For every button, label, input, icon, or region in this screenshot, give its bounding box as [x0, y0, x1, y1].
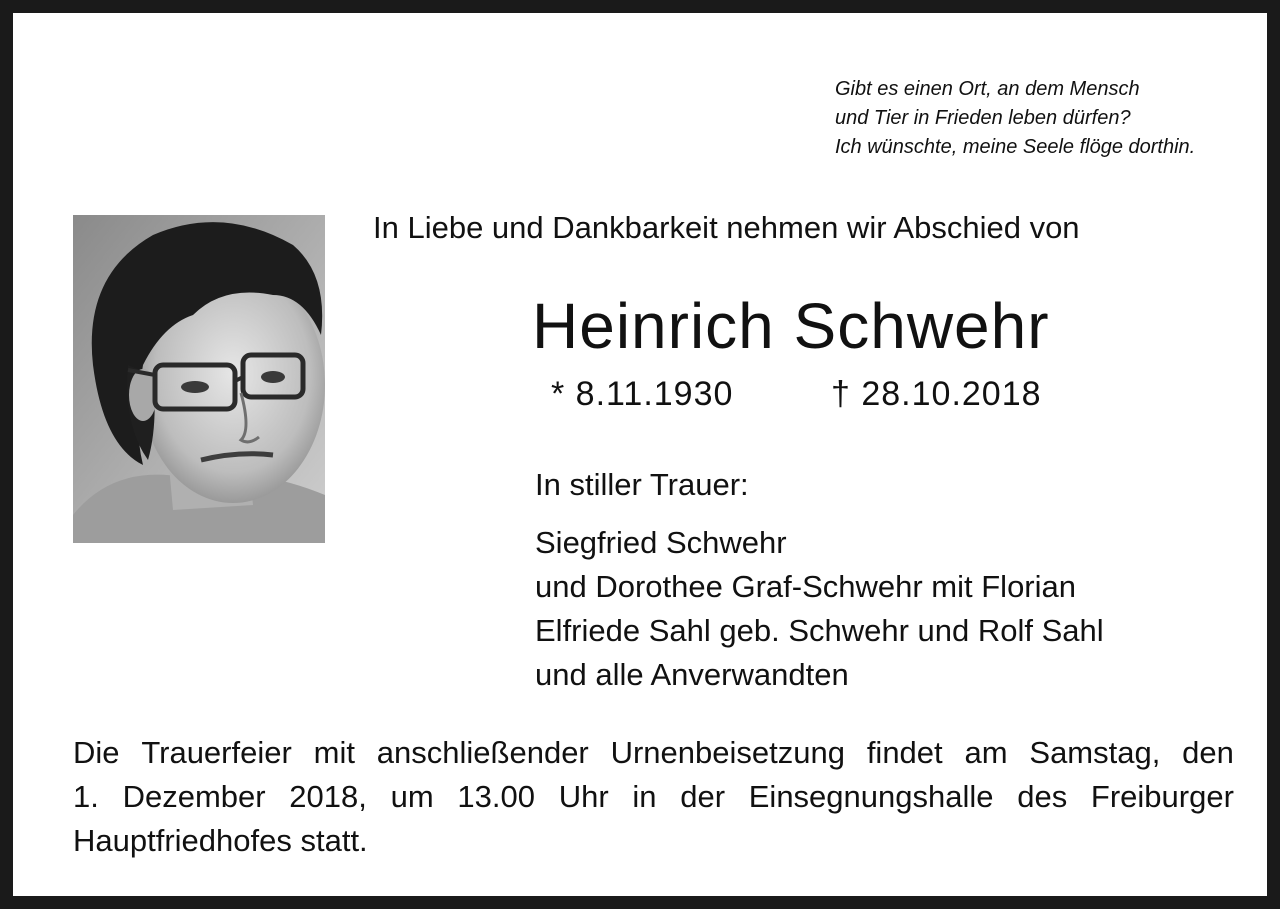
ceremony-word: Freiburger [1090, 779, 1234, 814]
ceremony-word: 13.00 [457, 779, 535, 814]
death-date: † 28.10.2018 [831, 375, 1042, 413]
mourner-line: und Dorothee Graf-Schwehr mit Florian [535, 569, 1077, 604]
ceremony-word: Uhr [558, 779, 609, 814]
mourning-label: In stiller Trauer: [535, 467, 749, 502]
portrait-photo [73, 215, 325, 543]
ceremony-word: um [390, 779, 434, 814]
ceremony-word: den [1182, 735, 1234, 770]
ceremony-word: des [1017, 779, 1068, 814]
ceremony-line [73, 731, 1234, 775]
ceremony-line [73, 775, 1234, 819]
mourner-line: Elfriede Sahl geb. Schwehr und Rolf Sahl [535, 613, 1104, 648]
motto-quote [835, 75, 1255, 162]
motto-line: Ich wünschte, meine Seele flöge dorthin. [835, 136, 1196, 158]
mourner-line: Siegfried Schwehr [535, 525, 787, 560]
ceremony-word: Hauptfriedhofes statt. [73, 823, 368, 858]
ceremony-word: Samstag, [1029, 735, 1161, 770]
motto-line: Gibt es einen Ort, an dem Mensch [835, 78, 1140, 100]
deceased-name: Heinrich Schwehr [532, 290, 1050, 362]
ceremony-word: anschließender [376, 735, 589, 770]
ceremony-word: 1. [73, 779, 99, 814]
ceremony-word: in [632, 779, 657, 814]
birth-date: * 8.11.1930 [551, 375, 734, 413]
ceremony-word: Trauerfeier [141, 735, 292, 770]
ceremony-word: mit [313, 735, 355, 770]
ceremony-word: Urnenbeisetzung [610, 735, 845, 770]
intro-line: In Liebe und Dankbarkeit nehmen wir Abschied von [373, 210, 1080, 245]
ceremony-line [73, 819, 1234, 863]
ceremony-word: der [680, 779, 726, 814]
ceremony-word: 2018, [289, 779, 367, 814]
ceremony-word: findet [866, 735, 943, 770]
ceremony-word: am [964, 735, 1008, 770]
ceremony-word: Die [73, 735, 120, 770]
motto-line: und Tier in Frieden leben dürfen? [835, 107, 1131, 129]
ceremony-text [73, 731, 1234, 863]
mourner-line: und alle Anverwandten [535, 657, 849, 692]
mourners-block [535, 463, 1104, 697]
ceremony-word: Dezember [122, 779, 266, 814]
ceremony-word: Einsegnungshalle [748, 779, 994, 814]
